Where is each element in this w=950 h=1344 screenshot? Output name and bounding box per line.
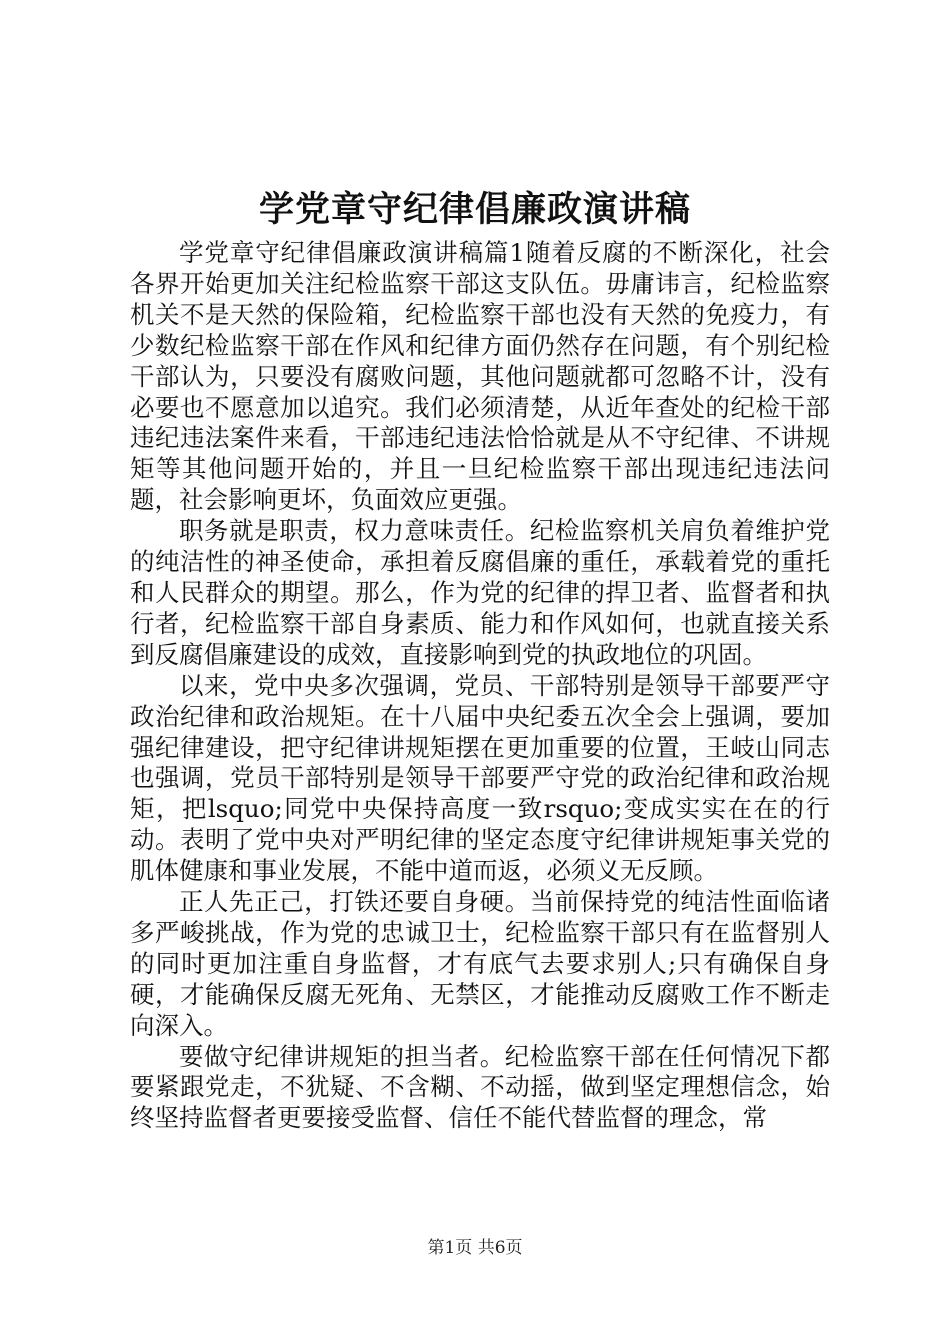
page-number-footer: 第1页 共6页	[427, 1238, 523, 1258]
paragraph-3: 以来，党中央多次强调，党员、干部特别是领导干部要严守政治纪律和政治规矩。在十八届中央纪委五次全会上强调，要加强纪律建设，把守纪律讲规矩摆在更加重要的位置，王岐山同志也强调，党员干部特别是领导干部要严守党的政治纪律和政治规矩，把lsquo;同党中央保持高度一致rsquo;变成实实在在的行动。表明了党中央对严明纪律的坚定态度守纪律讲规矩事关党的肌体健康和事业发展，不能中道而返，必须义无反顾。	[130, 670, 830, 886]
paragraph-2: 职务就是职责，权力意味责任。纪检监察机关肩负着维护党的纯洁性的神圣使命，承担着反腐倡廉的重任，承载着党的重托和人民群众的期望。那么，作为党的纪律的捍卫者、监督者和执行者，纪检监察干部自身素质、能力和作风如何，也就直接关系到反腐倡廉建设的成效，直接影响到党的执政地位的巩固。	[130, 516, 830, 669]
document-title: 学党章守纪律倡廉政演讲稿	[258, 190, 691, 230]
document-body	[130, 238, 830, 1134]
paragraph-4: 正人先正己，打铁还要自身硬。当前保持党的纯洁性面临诸多严峻挑战，作为党的忠诚卫士，纪检监察干部只有在监督别人的同时更加注重自身监督，才有底气去要求别人;只有确保自身硬，才能确保反腐无死角、无禁区，才能推动反腐败工作不断走向深入。	[130, 887, 830, 1040]
paragraph-1: 学党章守纪律倡廉政演讲稿篇1随着反腐的不断深化，社会各界开始更加关注纪检监察干部这支队伍。毋庸讳言，纪检监察机关不是天然的保险箱，纪检监察干部也没有天然的免疫力，有少数纪检监察干部在作风和纪律方面仍然存在问题，有个别纪检干部认为，只要没有腐败问题，其他问题就都可忽略不计，没有必要也不愿意加以追究。我们必须清楚，从近年查处的纪检干部违纪违法案件来看，干部违纪违法恰恰就是从不守纪律、不讲规矩等其他问题开始的，并且一旦纪检监察干部出现违纪违法问题，社会影响更坏，负面效应更强。	[130, 238, 830, 515]
paragraph-5: 要做守纪律讲规矩的担当者。纪检监察干部在任何情况下都要紧跟党走，不犹疑、不含糊、不动摇，做到坚定理想信念，始终坚持监督者更要接受监督、信任不能代替监督的理念，常	[130, 1041, 830, 1133]
